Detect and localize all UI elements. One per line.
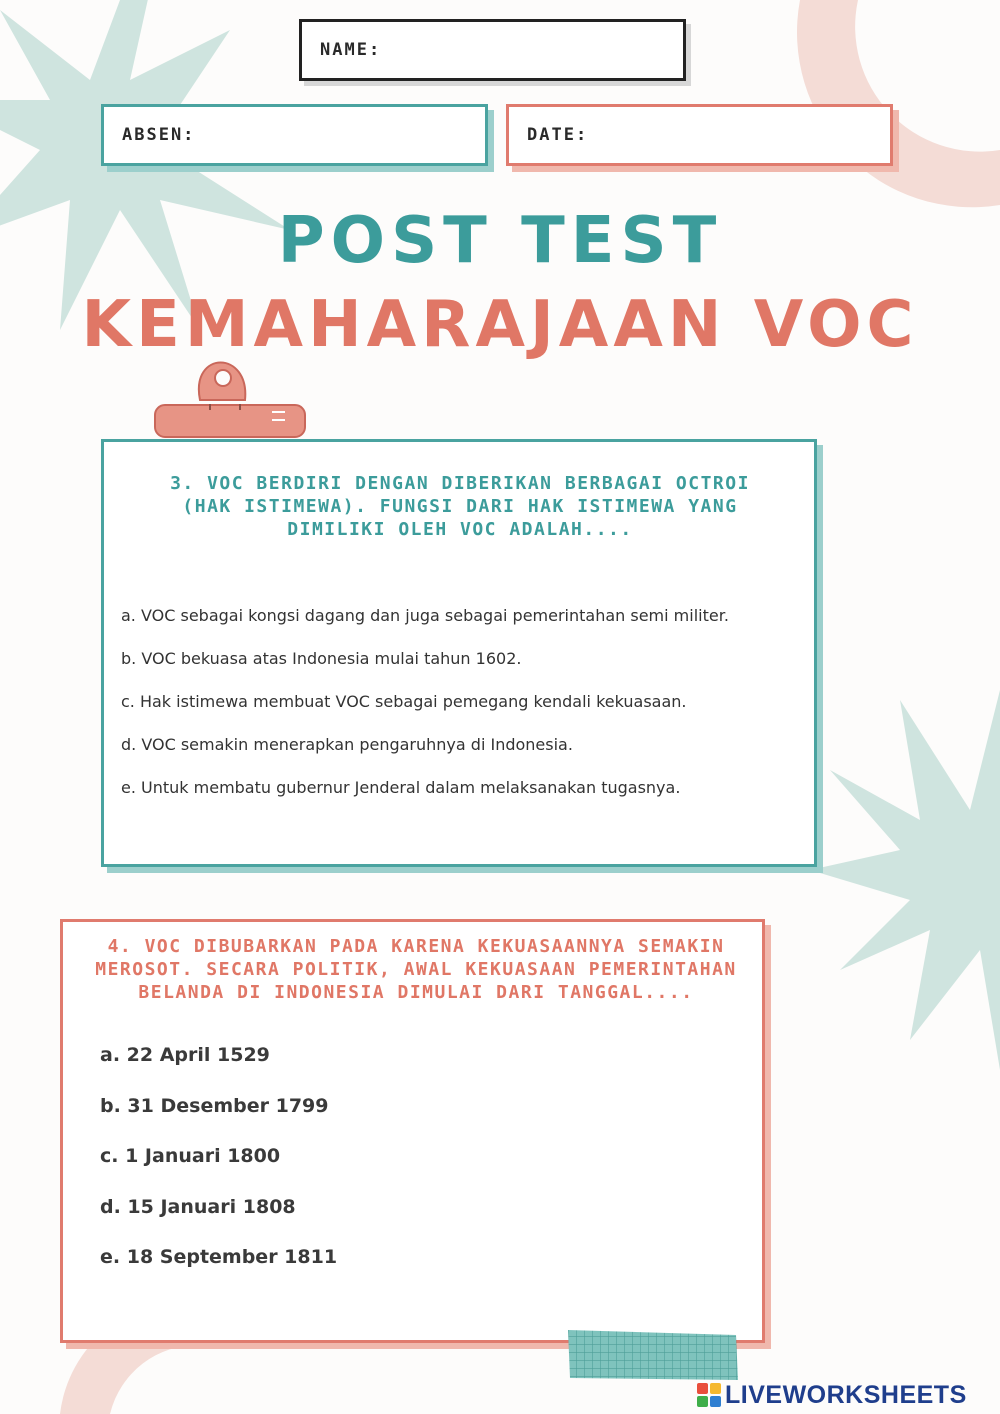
brand-text: LIVEWORKSHEETS bbox=[725, 1380, 967, 1409]
question-3-options bbox=[121, 605, 729, 820]
option-item[interactable]: a. 22 April 1529 bbox=[100, 1044, 270, 1066]
option-item[interactable]: e. Untuk membatu gubernur Jenderal dalam melaksanakan tugasnya. bbox=[121, 778, 681, 797]
absen-label: ABSEN: bbox=[122, 125, 196, 145]
liveworksheets-brand[interactable] bbox=[697, 1380, 967, 1410]
liveworksheets-logo-icon bbox=[697, 1383, 721, 1407]
option-item[interactable]: a. VOC sebagai kongsi dagang dan juga sebagai pemerintahan semi militer. bbox=[121, 606, 729, 625]
page-subtitle: KEMAHARAJAAN VOC bbox=[81, 288, 919, 362]
option-item[interactable]: c. Hak istimewa membuat VOC sebagai pemegang kendali kekuasaan. bbox=[121, 692, 687, 711]
option-item[interactable]: d. VOC semakin menerapkan pengaruhnya di Indonesia. bbox=[121, 735, 573, 754]
name-field[interactable] bbox=[299, 19, 686, 81]
absen-field[interactable] bbox=[101, 104, 488, 166]
binder-clip-icon bbox=[155, 363, 305, 438]
option-item[interactable]: c. 1 Januari 1800 bbox=[100, 1145, 281, 1167]
starburst-right-icon bbox=[810, 690, 1000, 1070]
question-card-4 bbox=[60, 919, 765, 1343]
date-field[interactable] bbox=[506, 104, 893, 166]
option-item[interactable]: b. VOC bekuasa atas Indonesia mulai tahun 1602. bbox=[121, 649, 522, 668]
question-card-3 bbox=[101, 439, 817, 867]
question-4-options bbox=[100, 1043, 337, 1296]
name-label: NAME: bbox=[320, 40, 382, 60]
page-title: POST TEST bbox=[277, 204, 723, 278]
option-item[interactable]: d. 15 Januari 1808 bbox=[100, 1195, 296, 1218]
question-4-text: 4. VOC DIBUBARKAN PADA KARENA KEKUASAANNYA SEMAKIN MEROSOT. SECARA POLITIK, AWAL KEKUASAAN PEMERINTAHAN BELANDA DI INDONESIA DIMULAI DARI TANGGAL.... bbox=[95, 936, 737, 1003]
option-item[interactable]: e. 18 September 1811 bbox=[100, 1246, 338, 1268]
option-item[interactable]: b. 31 Desember 1799 bbox=[100, 1094, 329, 1117]
date-label: DATE: bbox=[527, 125, 589, 145]
question-3-text: 3. VOC BERDIRI DENGAN DIBERIKAN BERBAGAI OCTROI (HAK ISTIMEWA). FUNGSI DARI HAK ISTIMEWA YANG DIMILIKI OLEH VOC ADALAH.... bbox=[170, 473, 750, 540]
